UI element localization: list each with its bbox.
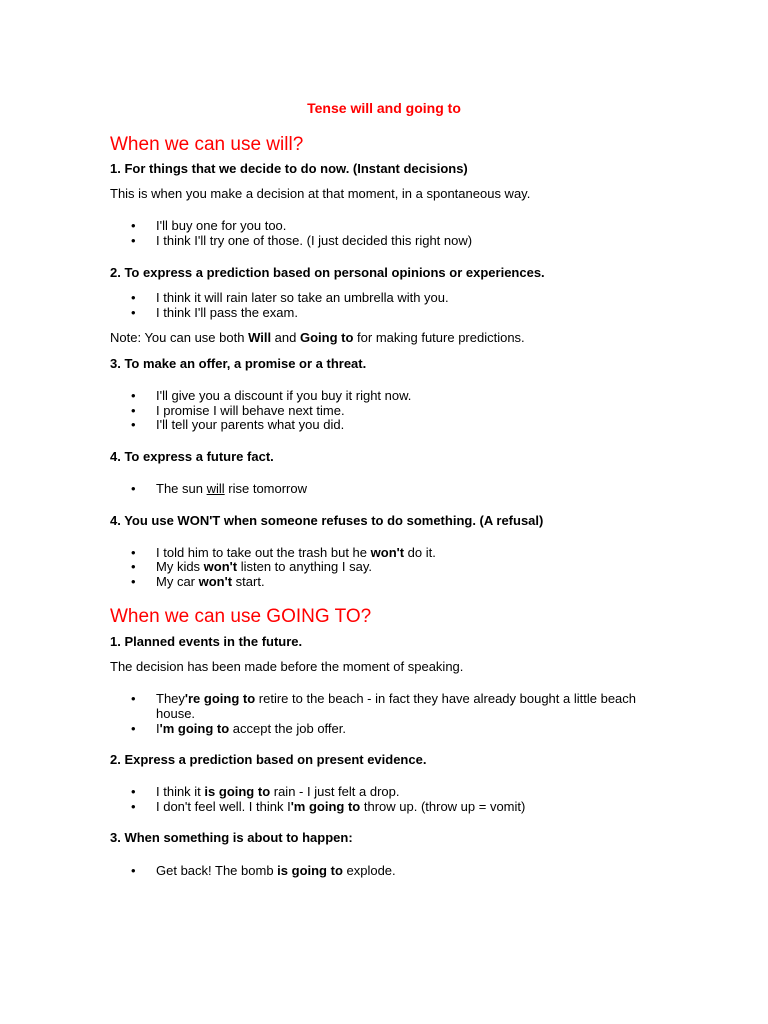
list-item: • I don't feel well. I think I'm going to throw up. (throw up = vomit) bbox=[156, 799, 525, 814]
will-s5-heading: 4. You use WON'T when someone refuses to do something. (A refusal) bbox=[110, 513, 544, 528]
list-item: • I'm going to accept the job offer. bbox=[156, 721, 346, 736]
going-s1-text: The decision has been made before the moment of speaking. bbox=[110, 659, 464, 674]
list-item: • They're going to retire to the beach - in fact they have already bought a little beach bbox=[156, 691, 636, 706]
will-s1-text: This is when you make a decision at that moment, in a spontaneous way. bbox=[110, 186, 531, 201]
list-item: • I told him to take out the trash but he won't do it. bbox=[156, 545, 436, 560]
list-item: • I think I'll try one of those. (I just decided this right now) bbox=[156, 233, 472, 248]
list-item: • I'll tell your parents what you did. bbox=[156, 417, 344, 432]
list-item: • My car won't start. bbox=[156, 574, 265, 589]
note: Note: You can use both Will and Going to for making future predictions. bbox=[110, 330, 525, 345]
list-item: • The sun will rise tomorrow bbox=[156, 481, 307, 496]
going-heading: When we can use GOING TO? bbox=[110, 606, 372, 627]
will-s2-heading: 2. To express a prediction based on personal opinions or experiences. bbox=[110, 265, 545, 280]
list-item: • Get back! The bomb is going to explode. bbox=[156, 863, 396, 878]
list-item: • I think it will rain later so take an umbrella with you. bbox=[156, 290, 449, 305]
going-s1-heading: 1. Planned events in the future. bbox=[110, 634, 303, 649]
document-title: Tense will and going to bbox=[307, 100, 461, 116]
list-item: • I'll buy one for you too. bbox=[156, 218, 286, 233]
will-s4-heading: 4. To express a future fact. bbox=[110, 449, 274, 464]
going-s2-heading: 2. Express a prediction based on present evidence. bbox=[110, 752, 427, 767]
going-s3-heading: 3. When something is about to happen: bbox=[110, 830, 353, 845]
list-item: • I promise I will behave next time. bbox=[156, 403, 345, 418]
will-s3-heading: 3. To make an offer, a promise or a threat. bbox=[110, 356, 367, 371]
will-s1-heading: 1. For things that we decide to do now. (Instant decisions) bbox=[110, 161, 468, 176]
list-item: • I think I'll pass the exam. bbox=[156, 305, 298, 320]
will-heading: When we can use will? bbox=[110, 134, 304, 155]
list-item: • I'll give you a discount if you buy it right now. bbox=[156, 388, 411, 403]
list-item: • I think it is going to rain - I just felt a drop. bbox=[156, 784, 399, 799]
list-item-continuation: house. bbox=[156, 706, 196, 721]
list-item: • My kids won't listen to anything I say. bbox=[156, 559, 372, 574]
